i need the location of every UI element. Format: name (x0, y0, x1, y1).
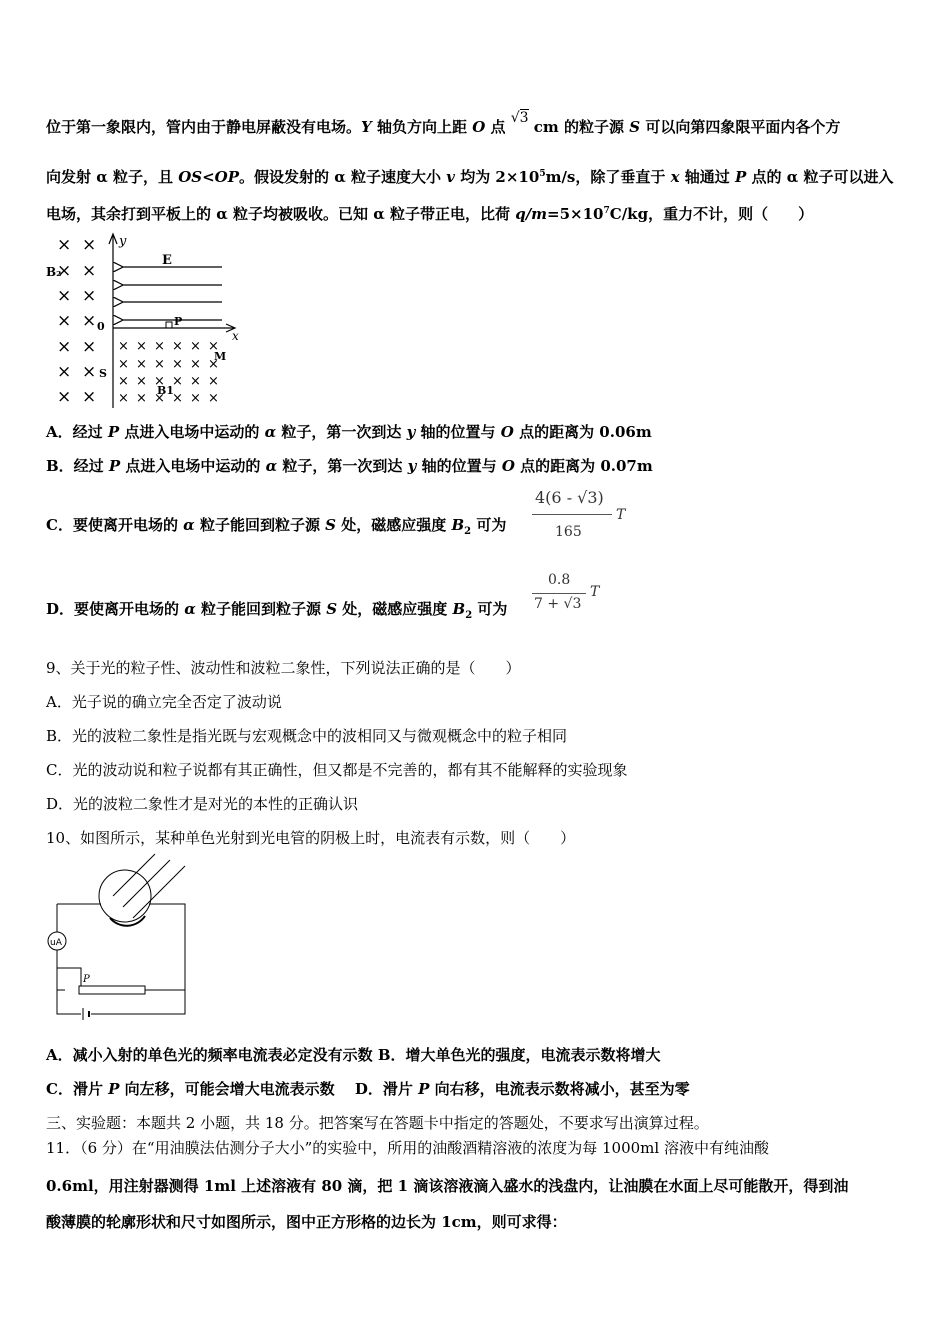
cross-mark: × (136, 357, 147, 372)
q10-stem: 10、如图所示，某种单色光射到光电管的阴极上时，电流表有示数，则（ ） (46, 829, 576, 847)
cross-mark: × (57, 362, 72, 382)
cross-mark: × (57, 387, 72, 407)
cross-mark: × (118, 357, 129, 372)
rheostat (79, 986, 145, 994)
q9-stem: 9、关于光的粒子性、波动性和波粒二象性，下列说法正确的是（ ） (46, 659, 521, 677)
cross-mark: × (208, 357, 219, 372)
cross-mark: × (82, 261, 97, 281)
cross-mark: × (172, 339, 183, 354)
cross-mark: × (82, 286, 97, 306)
cross-mark: × (118, 391, 129, 406)
option-c-fraction: 4(6 - √3) 165 T (532, 486, 632, 548)
q11-line-3: 酸薄膜的轮廓形状和尺寸如图所示，图中正方形格的边长为 1cm，则可求得： (46, 1213, 567, 1231)
cross-mark: × (57, 311, 72, 331)
source-s-label: S (99, 367, 107, 380)
point-p-marker (166, 322, 172, 328)
cross-mark: × (208, 391, 219, 406)
cross-mark: × (118, 374, 129, 389)
q9-option-c: C．光的波动说和粒子说都有其正确性，但又都是不完善的，都有其不能解释的实验现象 (46, 761, 628, 779)
point-p-label: P (174, 315, 183, 328)
wire (57, 968, 65, 990)
slider-p-label: P (83, 974, 90, 985)
cross-mark: × (190, 374, 201, 389)
b1-label: B1 (157, 384, 174, 397)
light-ray (133, 866, 185, 918)
cross-mark: × (172, 357, 183, 372)
origin-label: 0 (97, 320, 105, 333)
cross-mark: × (154, 357, 165, 372)
e-label: E (162, 253, 172, 268)
cross-mark: × (82, 311, 97, 331)
x-axis-label: x (232, 329, 239, 343)
light-ray (123, 860, 170, 907)
cross-mark: × (154, 391, 165, 406)
cross-mark: × (82, 235, 97, 255)
cross-mark: × (172, 374, 183, 389)
cross-mark: × (57, 286, 72, 306)
cross-mark: × (136, 391, 147, 406)
q9-option-d: D．光的波粒二象性才是对光的本性的正确认识 (46, 795, 359, 813)
cross-mark: × (136, 339, 147, 354)
cross-mark: × (118, 339, 129, 354)
cross-mark: × (208, 339, 219, 354)
q10-options-ab: A．减小入射的单色光的频率电流表必定没有示数 B．增大单色光的强度，电流表示数将增大 (46, 1046, 661, 1064)
cross-mark: × (190, 357, 201, 372)
q8-option-a: A．经过 P 点进入电场中运动的 α 粒子，第一次到达 y 轴的位置与 O 点的距离为 0.06m (46, 423, 652, 441)
cross-mark: × (136, 374, 147, 389)
q8-line-3: 电场，其余打到平板上的 α 粒子均被吸收。已知 α 粒子带正电，比荷 $q/m=5\times 10^7C/kg$，重力不计，则（ ） (46, 205, 814, 223)
cross-mark: × (172, 391, 183, 406)
q11-line-1: 11．（6 分）在“用油膜法估测分子大小”的实验中，所用的油酸酒精溶液的浓度为每 1000ml 溶液中有纯油酸 (46, 1139, 769, 1157)
cross-mark: × (82, 387, 97, 407)
section-3-heading: 三、实验题：本题共 2 小题，共 18 分。把答案写在答题卡中指定的答题处，不要求写出演算过程。 (46, 1114, 709, 1132)
q11-line-2: 0.6ml，用注射器测得 1ml 上述溶液有 80 滴，把 1 滴该溶液滴入盛水的浅盘内，让油膜在水面上尽可能散开，得到油 (46, 1177, 849, 1195)
cross-mark: × (57, 261, 72, 281)
microammeter-label: uA (50, 938, 62, 948)
cross-mark: × (57, 235, 72, 255)
magnetic-field-crosses (57, 235, 219, 407)
cross-mark: × (190, 339, 201, 354)
wire (149, 904, 185, 990)
cross-mark: × (154, 339, 165, 354)
phototube (99, 870, 151, 922)
option-d-fraction: 0.8 7 + √3 T (534, 572, 600, 612)
cross-mark: × (82, 362, 97, 382)
point-m-label: M (214, 350, 227, 363)
q8-option-c: C．要使离开电场的 α 粒子能回到粒子源 S 处，磁感应强度 $B_2$ 可为 (46, 516, 507, 537)
wire (57, 990, 81, 1014)
q9-option-a: A．光子说的确立完全否定了波动说 (46, 693, 282, 711)
q8-line-2: 向发射 α 粒子，且 OS<OP。假设发射的 α 粒子速度大小 v 均为 $2\times 10^5m/s$，除了垂直于 x 轴通过 P 点的 α 粒子可以进入 (46, 168, 894, 186)
q8-line-1: 位于第一象限内，管内由于静电屏蔽没有电场。Y 轴负方向上距 O 点 √3 cm 的粒子源 S 可以向第四象限平面内各个方 (46, 110, 841, 136)
photoelectric-circuit-diagram (45, 852, 205, 1032)
light-ray (113, 854, 155, 896)
sqrt3-inline: √3 (510, 110, 529, 126)
wire (57, 950, 81, 982)
cross-mark: × (57, 337, 72, 357)
cross-mark: × (82, 337, 97, 357)
q9-option-b: B．光的波粒二象性是指光既与宏观概念中的波相同又与微观概念中的粒子相同 (46, 727, 568, 745)
b2-label: B₂ (46, 265, 62, 279)
field-diagram (44, 230, 264, 410)
cross-mark: × (154, 374, 165, 389)
y-axis-label: y (119, 234, 127, 249)
q8-option-b: B．经过 P 点进入电场中运动的 α 粒子，第一次到达 y 轴的位置与 O 点的距离为 0.07m (46, 457, 653, 475)
cross-mark: × (190, 391, 201, 406)
q8-option-d: D．要使离开电场的 α 粒子能回到粒子源 S 处，磁感应强度 $B_2$ 可为 (46, 600, 508, 621)
cross-mark: × (208, 374, 219, 389)
q10-options-cd: C．滑片 P 向左移，可能会增大电流表示数 D．滑片 P 向右移，电流表示数将减小，甚至为零 (46, 1080, 690, 1098)
